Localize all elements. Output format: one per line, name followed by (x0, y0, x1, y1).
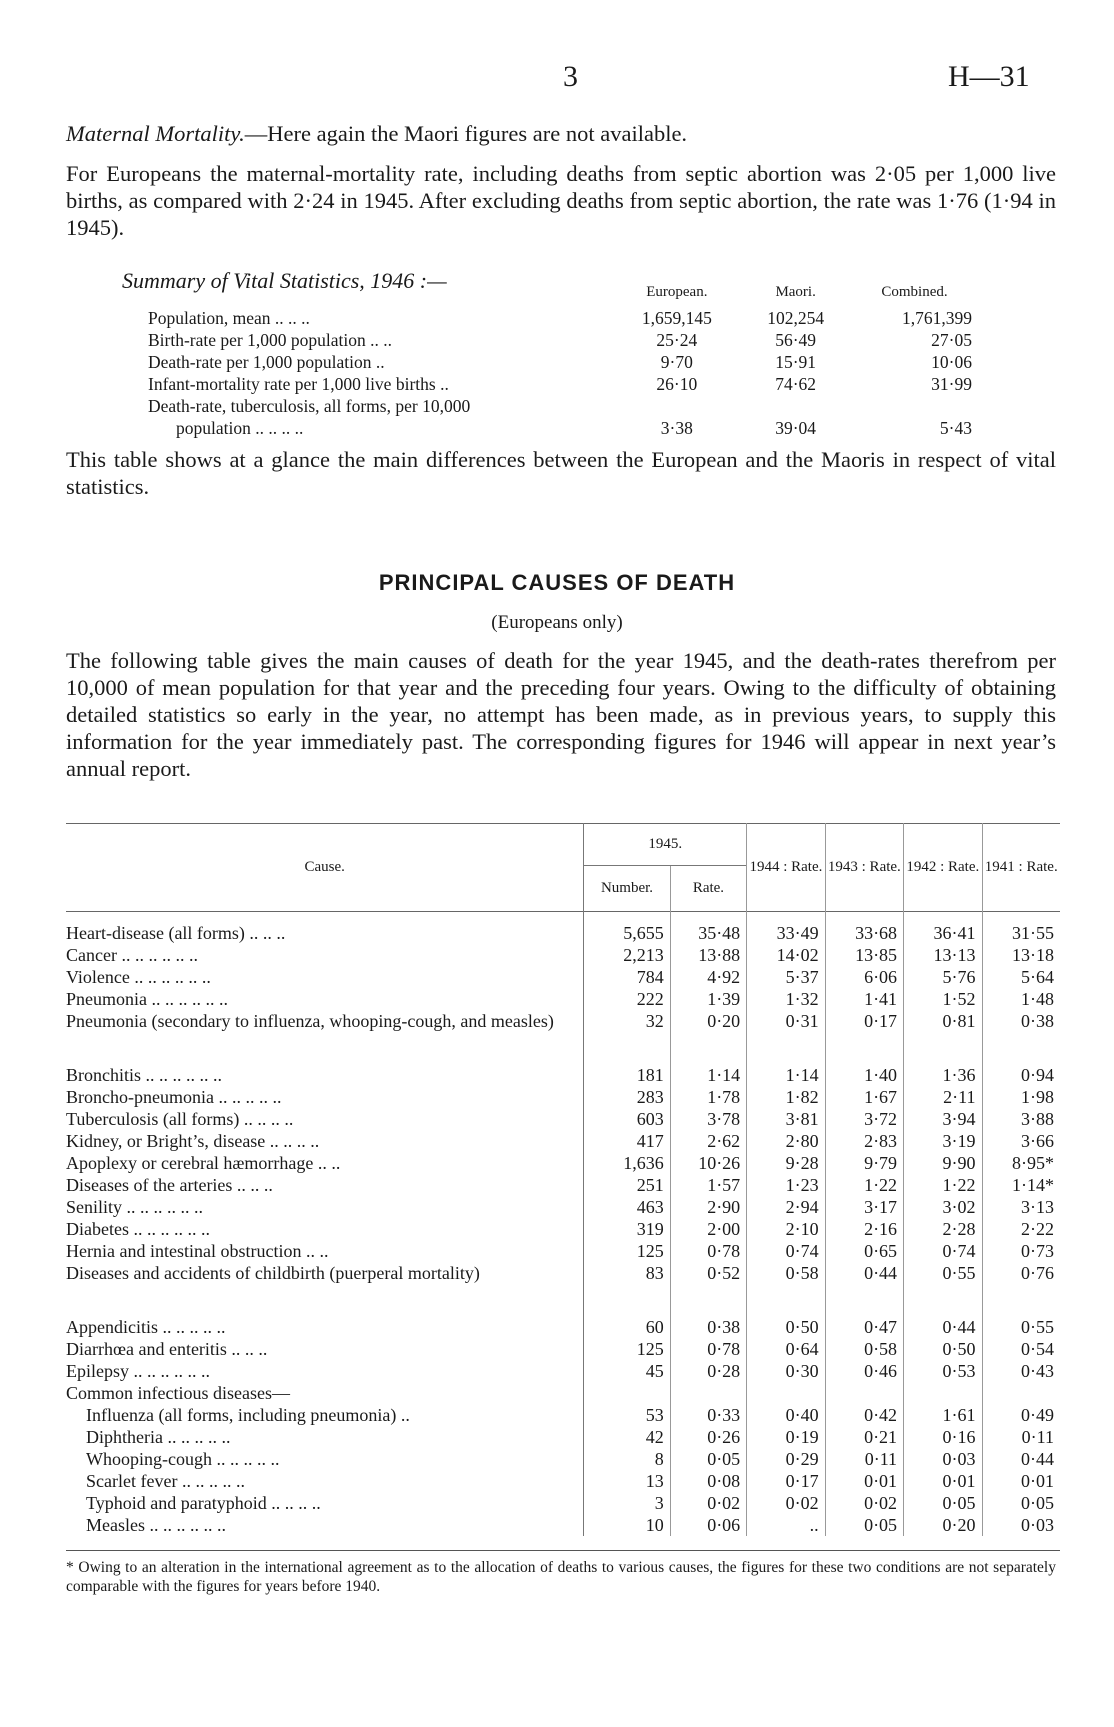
rate-1942-cell: 13·13 (904, 944, 982, 966)
rate-1943-cell: 0·42 (825, 1404, 903, 1426)
summary-row (148, 329, 978, 351)
rate-1943-cell: 3·17 (825, 1196, 903, 1218)
rate-1944-cell: .. (747, 1514, 825, 1536)
cause-label: Influenza (all forms, including pneumonia) .. (86, 1405, 410, 1425)
rate-1942-cell (904, 1382, 982, 1404)
table-row (66, 1086, 1060, 1108)
rate-1941-cell: 0·44 (982, 1448, 1060, 1470)
summary-combined-value: 1,761,399 (902, 308, 972, 328)
summary-row-label: Death-rate, tuberculosis, all forms, per 10,000 (148, 396, 471, 416)
number-1945-cell: 417 (584, 1130, 670, 1152)
cause-cell (66, 1404, 584, 1426)
rate-1943-cell: 33·68 (825, 912, 903, 945)
rate-1945-cell: 0·78 (670, 1240, 746, 1262)
number-1945-cell: 251 (584, 1174, 670, 1196)
summary-european-value: 9·70 (660, 352, 693, 372)
maternal-mortality-text: —Here again the Maori figures are not available. (244, 121, 688, 146)
rate-1942-cell: 1·52 (904, 988, 982, 1010)
rate-1941-cell: 5·64 (982, 966, 1060, 988)
rate-1943-cell: 0·11 (825, 1448, 903, 1470)
cause-label: Pneumonia .. .. .. .. .. .. (66, 989, 228, 1009)
maternal-rate-paragraph: For Europeans the maternal-mortality rate, including deaths from septic abortion was 2·05 per 1,000 live births, as compared with 2·24 in 1945. After excluding deaths from septic abortion, the rate was 1·76 (1·94 in 1945). (66, 161, 1056, 240)
cause-cell (66, 1108, 584, 1130)
cause-cell (66, 1306, 584, 1338)
rate-1941-cell: 3·66 (982, 1130, 1060, 1152)
number-1945-cell: 45 (584, 1360, 670, 1382)
cause-cell (66, 1470, 584, 1492)
rate-1945-cell: 1·14 (670, 1054, 746, 1086)
number-1945-cell: 83 (584, 1262, 670, 1306)
summary-combined-value: 31·99 (931, 374, 972, 394)
rate-1941-cell: 0·01 (982, 1470, 1060, 1492)
number-1945-cell (584, 1382, 670, 1404)
rate-1945-cell: 3·78 (670, 1108, 746, 1130)
summary-row-label: Population, mean .. .. .. (148, 308, 310, 328)
table-row (66, 966, 1060, 988)
number-1945-cell: 53 (584, 1404, 670, 1426)
number-1945-cell: 8 (584, 1448, 670, 1470)
table-row (66, 1338, 1060, 1360)
cause-cell (66, 944, 584, 966)
rate-1944-cell: 14·02 (747, 944, 825, 966)
rate-1941-cell: 8·95* (982, 1152, 1060, 1174)
summary-row (148, 395, 978, 417)
cause-label: Whooping-cough .. .. .. .. .. (86, 1449, 280, 1469)
cause-label: Cancer .. .. .. .. .. .. (66, 945, 198, 965)
summary-table (148, 277, 978, 439)
cause-label: Measles .. .. .. .. .. .. (86, 1515, 226, 1535)
table-row (66, 1382, 1060, 1404)
table-row (66, 1306, 1060, 1338)
rate-1942-cell: 1·36 (904, 1054, 982, 1086)
rate-1945-cell: 0·38 (670, 1306, 746, 1338)
number-1945-cell: 60 (584, 1306, 670, 1338)
summary-row (148, 351, 978, 373)
cause-label: Tuberculosis (all forms) .. .. .. .. (66, 1109, 294, 1129)
rate-1943-cell: 9·79 (825, 1152, 903, 1174)
rate-1941-cell: 0·76 (982, 1262, 1060, 1306)
rate-1943-cell: 13·85 (825, 944, 903, 966)
cause-label: Heart-disease (all forms) .. .. .. (66, 923, 286, 943)
rate-1941-cell: 3·13 (982, 1196, 1060, 1218)
section-subheading: (Europeans only) (491, 612, 623, 633)
maternal-mortality-paragraph (66, 120, 1056, 147)
rate-1941-cell: 0·38 (982, 1010, 1060, 1054)
rate-1945-cell: 0·26 (670, 1426, 746, 1448)
table-row (66, 1240, 1060, 1262)
cause-cell (66, 1514, 584, 1536)
rate-1942-cell: 0·50 (904, 1338, 982, 1360)
number-1945-cell: 463 (584, 1196, 670, 1218)
cause-label: Epilepsy .. .. .. .. .. .. (66, 1361, 210, 1381)
rate-1944-cell: 1·32 (747, 988, 825, 1010)
rate-1944-cell: 0·58 (747, 1262, 825, 1306)
cause-cell (66, 1426, 584, 1448)
cause-cell (66, 1240, 584, 1262)
header-1944: 1944 : Rate. (747, 824, 825, 912)
rate-1944-cell: 0·29 (747, 1448, 825, 1470)
rate-1943-cell: 0·01 (825, 1470, 903, 1492)
rate-1945-cell: 1·57 (670, 1174, 746, 1196)
rate-1944-cell: 1·14 (747, 1054, 825, 1086)
header-1945: 1945. (584, 824, 747, 866)
rate-1942-cell: 9·90 (904, 1152, 982, 1174)
rate-1941-cell: 0·43 (982, 1360, 1060, 1382)
number-1945-cell: 181 (584, 1054, 670, 1086)
summary-european-value: 26·10 (656, 374, 698, 394)
summary-col-european: European. (646, 284, 708, 300)
rate-1942-cell: 0·01 (904, 1470, 982, 1492)
cause-cell (66, 966, 584, 988)
cause-cell (66, 1086, 584, 1108)
footnote-rule (66, 1550, 1060, 1551)
rate-1943-cell: 2·16 (825, 1218, 903, 1240)
cause-label: Pneumonia (secondary to influenza, whooping-cough, and measles) (66, 1011, 554, 1031)
summary-row-label: population .. .. .. .. (176, 418, 304, 438)
number-1945-cell: 3 (584, 1492, 670, 1514)
rate-1942-cell: 3·94 (904, 1108, 982, 1130)
rate-1943-cell: 0·58 (825, 1338, 903, 1360)
rate-1945-cell: 1·78 (670, 1086, 746, 1108)
cause-cell (66, 1218, 584, 1240)
rate-1943-cell: 1·67 (825, 1086, 903, 1108)
rate-1944-cell: 0·40 (747, 1404, 825, 1426)
rate-1945-cell: 0·05 (670, 1448, 746, 1470)
summary-title: Summary of Vital Statistics, 1946 :— (122, 268, 447, 293)
rate-1941-cell: 1·98 (982, 1086, 1060, 1108)
number-1945-cell: 125 (584, 1240, 670, 1262)
rate-1945-cell: 0·08 (670, 1470, 746, 1492)
table-row (66, 1196, 1060, 1218)
cause-cell (66, 1338, 584, 1360)
table-row (66, 1054, 1060, 1086)
summary-row-label: Birth-rate per 1,000 population .. .. (148, 330, 392, 350)
cause-label: Diphtheria .. .. .. .. .. (86, 1427, 231, 1447)
summary-european-value: 1,659,145 (641, 308, 712, 328)
number-1945-cell: 283 (584, 1086, 670, 1108)
rate-1944-cell: 0·17 (747, 1470, 825, 1492)
rate-1944-cell: 1·82 (747, 1086, 825, 1108)
summary-maori-value: 74·62 (775, 374, 817, 394)
summary-maori-value (734, 395, 857, 417)
page-number: 3 (563, 60, 578, 93)
cause-cell (66, 1262, 584, 1306)
number-1945-cell: 603 (584, 1108, 670, 1130)
number-1945-cell: 125 (584, 1338, 670, 1360)
rate-1944-cell: 2·10 (747, 1218, 825, 1240)
cause-label: Appendicitis .. .. .. .. .. (66, 1317, 226, 1337)
rate-1943-cell: 0·05 (825, 1514, 903, 1536)
table-row (66, 1426, 1060, 1448)
summary-european-value (619, 395, 734, 417)
header-number: Number. (584, 866, 670, 912)
rate-1942-cell: 5·76 (904, 966, 982, 988)
summary-maori-value: 15·91 (775, 352, 817, 372)
rate-1941-cell: 0·73 (982, 1240, 1060, 1262)
table-row (66, 1514, 1060, 1536)
rate-1943-cell: 1·41 (825, 988, 903, 1010)
rate-1945-cell: 13·88 (670, 944, 746, 966)
summary-maori-value: 39·04 (775, 418, 817, 438)
table-row (66, 1174, 1060, 1196)
cause-cell (66, 1010, 584, 1054)
summary-row-label: Infant-mortality rate per 1,000 live births .. (148, 374, 449, 394)
rate-1944-cell: 3·81 (747, 1108, 825, 1130)
cause-cell (66, 1054, 584, 1086)
number-1945-cell: 2,213 (584, 944, 670, 966)
table-row (66, 988, 1060, 1010)
rate-1944-cell: 9·28 (747, 1152, 825, 1174)
rate-1941-cell: 0·49 (982, 1404, 1060, 1426)
document-code: H—31 (948, 60, 1030, 93)
rate-1941-cell: 1·14* (982, 1174, 1060, 1196)
cause-cell (66, 1196, 584, 1218)
cause-label: Violence .. .. .. .. .. .. (66, 967, 211, 987)
number-1945-cell: 10 (584, 1514, 670, 1536)
rate-1942-cell: 0·03 (904, 1448, 982, 1470)
rate-1942-cell: 0·55 (904, 1262, 982, 1306)
cause-label: Broncho-pneumonia .. .. .. .. .. (66, 1087, 282, 1107)
cause-label: Apoplexy or cerebral hæmorrhage .. .. (66, 1153, 341, 1173)
rate-1943-cell: 0·44 (825, 1262, 903, 1306)
rate-1945-cell: 2·62 (670, 1130, 746, 1152)
rate-1941-cell: 0·55 (982, 1306, 1060, 1338)
cause-label: Diabetes .. .. .. .. .. .. (66, 1219, 210, 1239)
cause-cell (66, 912, 584, 945)
cause-cell (66, 1448, 584, 1470)
cause-cell (66, 1174, 584, 1196)
rate-1945-cell: 0·78 (670, 1338, 746, 1360)
summary-european-value: 3·38 (660, 418, 693, 438)
rate-1945-cell: 4·92 (670, 966, 746, 988)
rate-1944-cell: 0·74 (747, 1240, 825, 1262)
rate-1943-cell: 0·47 (825, 1306, 903, 1338)
header-1942: 1942 : Rate. (904, 824, 982, 912)
number-1945-cell: 42 (584, 1426, 670, 1448)
rate-1943-cell: 1·40 (825, 1054, 903, 1086)
header-1943: 1943 : Rate. (825, 824, 903, 912)
rate-1945-cell: 0·52 (670, 1262, 746, 1306)
rate-1941-cell: 13·18 (982, 944, 1060, 966)
rate-1941-cell: 3·88 (982, 1108, 1060, 1130)
rate-1942-cell: 0·05 (904, 1492, 982, 1514)
rate-1941-cell (982, 1382, 1060, 1404)
table-row (66, 1130, 1060, 1152)
summary-combined-value: 27·05 (931, 330, 972, 350)
cause-label: Bronchitis .. .. .. .. .. .. (66, 1065, 222, 1085)
summary-row (148, 307, 978, 329)
rate-1941-cell: 1·48 (982, 988, 1060, 1010)
header-rate: Rate. (670, 866, 746, 912)
rate-1942-cell: 2·11 (904, 1086, 982, 1108)
rate-1943-cell: 6·06 (825, 966, 903, 988)
rate-1945-cell: 0·28 (670, 1360, 746, 1382)
rate-1945-cell: 35·48 (670, 912, 746, 945)
rate-1945-cell: 2·90 (670, 1196, 746, 1218)
rate-1942-cell: 0·44 (904, 1306, 982, 1338)
number-1945-cell: 5,655 (584, 912, 670, 945)
rate-1942-cell: 3·19 (904, 1130, 982, 1152)
number-1945-cell: 784 (584, 966, 670, 988)
rate-1943-cell (825, 1382, 903, 1404)
rate-1942-cell: 0·74 (904, 1240, 982, 1262)
rate-1941-cell: 2·22 (982, 1218, 1060, 1240)
summary-european-value: 25·24 (656, 330, 698, 350)
footnote: * Owing to an alteration in the international agreement as to the allocation of deaths to various causes, the figures for these two conditions are not separately comparable with the figures for years before 1940. (66, 1559, 1056, 1595)
cause-cell (66, 1492, 584, 1514)
rate-1944-cell: 0·50 (747, 1306, 825, 1338)
summary-row (148, 373, 978, 395)
summary-combined-value (857, 395, 978, 417)
rate-1945-cell: 0·33 (670, 1404, 746, 1426)
rate-1945-cell: 0·06 (670, 1514, 746, 1536)
rate-1943-cell: 0·17 (825, 1010, 903, 1054)
summary-note: This table shows at a glance the main differences between the European and the Maoris in respect of vital statistics. (66, 447, 1056, 499)
rate-1943-cell: 3·72 (825, 1108, 903, 1130)
cause-label: Diseases and accidents of childbirth (puerperal mortality) (66, 1263, 480, 1283)
summary-col-maori: Maori. (775, 284, 816, 300)
rate-1944-cell (747, 1382, 825, 1404)
rate-1942-cell: 2·28 (904, 1218, 982, 1240)
rate-1944-cell: 5·37 (747, 966, 825, 988)
cause-label: Typhoid and paratyphoid .. .. .. .. (86, 1493, 321, 1513)
rate-1941-cell: 0·05 (982, 1492, 1060, 1514)
table-row (66, 1448, 1060, 1470)
rate-1944-cell: 0·64 (747, 1338, 825, 1360)
causes-table (66, 823, 1060, 1536)
rate-1945-cell: 0·02 (670, 1492, 746, 1514)
rate-1945-cell (670, 1382, 746, 1404)
maternal-mortality-title: Maternal Mortality. (66, 121, 245, 146)
table-row (66, 1262, 1060, 1306)
rate-1942-cell: 0·81 (904, 1010, 982, 1054)
summary-col-combined: Combined. (881, 284, 948, 300)
rate-1943-cell: 0·02 (825, 1492, 903, 1514)
cause-cell (66, 1382, 584, 1404)
rate-1942-cell: 3·02 (904, 1196, 982, 1218)
table-row (66, 1218, 1060, 1240)
cause-label: Diarrhœa and enteritis .. .. .. (66, 1339, 268, 1359)
cause-label: Kidney, or Bright’s, disease .. .. .. .. (66, 1131, 320, 1151)
rate-1944-cell: 0·31 (747, 1010, 825, 1054)
summary-maori-value: 102,254 (767, 308, 825, 328)
rate-1943-cell: 0·21 (825, 1426, 903, 1448)
table-row (66, 1492, 1060, 1514)
rate-1944-cell: 0·30 (747, 1360, 825, 1382)
table-row (66, 1470, 1060, 1492)
rate-1941-cell: 0·11 (982, 1426, 1060, 1448)
cause-label: Hernia and intestinal obstruction .. .. (66, 1241, 329, 1261)
rate-1945-cell: 10·26 (670, 1152, 746, 1174)
number-1945-cell: 222 (584, 988, 670, 1010)
summary-combined-value: 10·06 (931, 352, 972, 372)
cause-cell (66, 1130, 584, 1152)
cause-cell (66, 1360, 584, 1382)
rate-1942-cell: 0·53 (904, 1360, 982, 1382)
cause-label: Senility .. .. .. .. .. .. (66, 1197, 204, 1217)
table-row (66, 1152, 1060, 1174)
header-cause: Cause. (304, 859, 345, 875)
rate-1943-cell: 2·83 (825, 1130, 903, 1152)
rate-1944-cell: 1·23 (747, 1174, 825, 1196)
rate-1944-cell: 0·19 (747, 1426, 825, 1448)
rate-1941-cell: 0·03 (982, 1514, 1060, 1536)
table-row (66, 944, 1060, 966)
rate-1944-cell: 2·94 (747, 1196, 825, 1218)
rate-1942-cell: 0·16 (904, 1426, 982, 1448)
rate-1941-cell: 0·94 (982, 1054, 1060, 1086)
rate-1944-cell: 33·49 (747, 912, 825, 945)
rate-1942-cell: 1·22 (904, 1174, 982, 1196)
table-row (66, 1404, 1060, 1426)
cause-label: Diseases of the arteries .. .. .. (66, 1175, 273, 1195)
cause-cell (66, 1152, 584, 1174)
section-heading: PRINCIPAL CAUSES OF DEATH (378, 570, 736, 595)
rate-1941-cell: 0·54 (982, 1338, 1060, 1360)
rate-1945-cell: 2·00 (670, 1218, 746, 1240)
cause-label: Common infectious diseases— (66, 1383, 290, 1403)
number-1945-cell: 32 (584, 1010, 670, 1054)
cause-cell (66, 988, 584, 1010)
number-1945-cell: 319 (584, 1218, 670, 1240)
number-1945-cell: 1,636 (584, 1152, 670, 1174)
summary-maori-value: 56·49 (775, 330, 817, 350)
rate-1943-cell: 1·22 (825, 1174, 903, 1196)
rate-1945-cell: 1·39 (670, 988, 746, 1010)
rate-1941-cell: 31·55 (982, 912, 1060, 945)
rate-1943-cell: 0·65 (825, 1240, 903, 1262)
table-row (66, 1108, 1060, 1130)
cause-label: Scarlet fever .. .. .. .. .. (86, 1471, 245, 1491)
header-1941: 1941 : Rate. (982, 824, 1060, 912)
table-row (66, 912, 1060, 945)
summary-row-label: Death-rate per 1,000 population .. (148, 352, 385, 372)
rate-1945-cell: 0·20 (670, 1010, 746, 1054)
rate-1942-cell: 0·20 (904, 1514, 982, 1536)
table-row (66, 1360, 1060, 1382)
summary-row (148, 417, 978, 439)
section-paragraph: The following table gives the main causes of death for the year 1945, and the death-rates therefrom per 10,000 of mean population for that year and the preceding four years. Owing to the difficulty of obtaining detailed statistics so early in the year, no attempt has been made, as in previous years, to supply this information for the year immediately past. The corresponding figures for 1946 will appear in next year’s annual report. (66, 648, 1056, 781)
rate-1942-cell: 1·61 (904, 1404, 982, 1426)
rate-1944-cell: 0·02 (747, 1492, 825, 1514)
rate-1944-cell: 2·80 (747, 1130, 825, 1152)
number-1945-cell: 13 (584, 1470, 670, 1492)
rate-1943-cell: 0·46 (825, 1360, 903, 1382)
rate-1942-cell: 36·41 (904, 912, 982, 945)
table-row (66, 1010, 1060, 1054)
summary-combined-value: 5·43 (939, 418, 972, 438)
